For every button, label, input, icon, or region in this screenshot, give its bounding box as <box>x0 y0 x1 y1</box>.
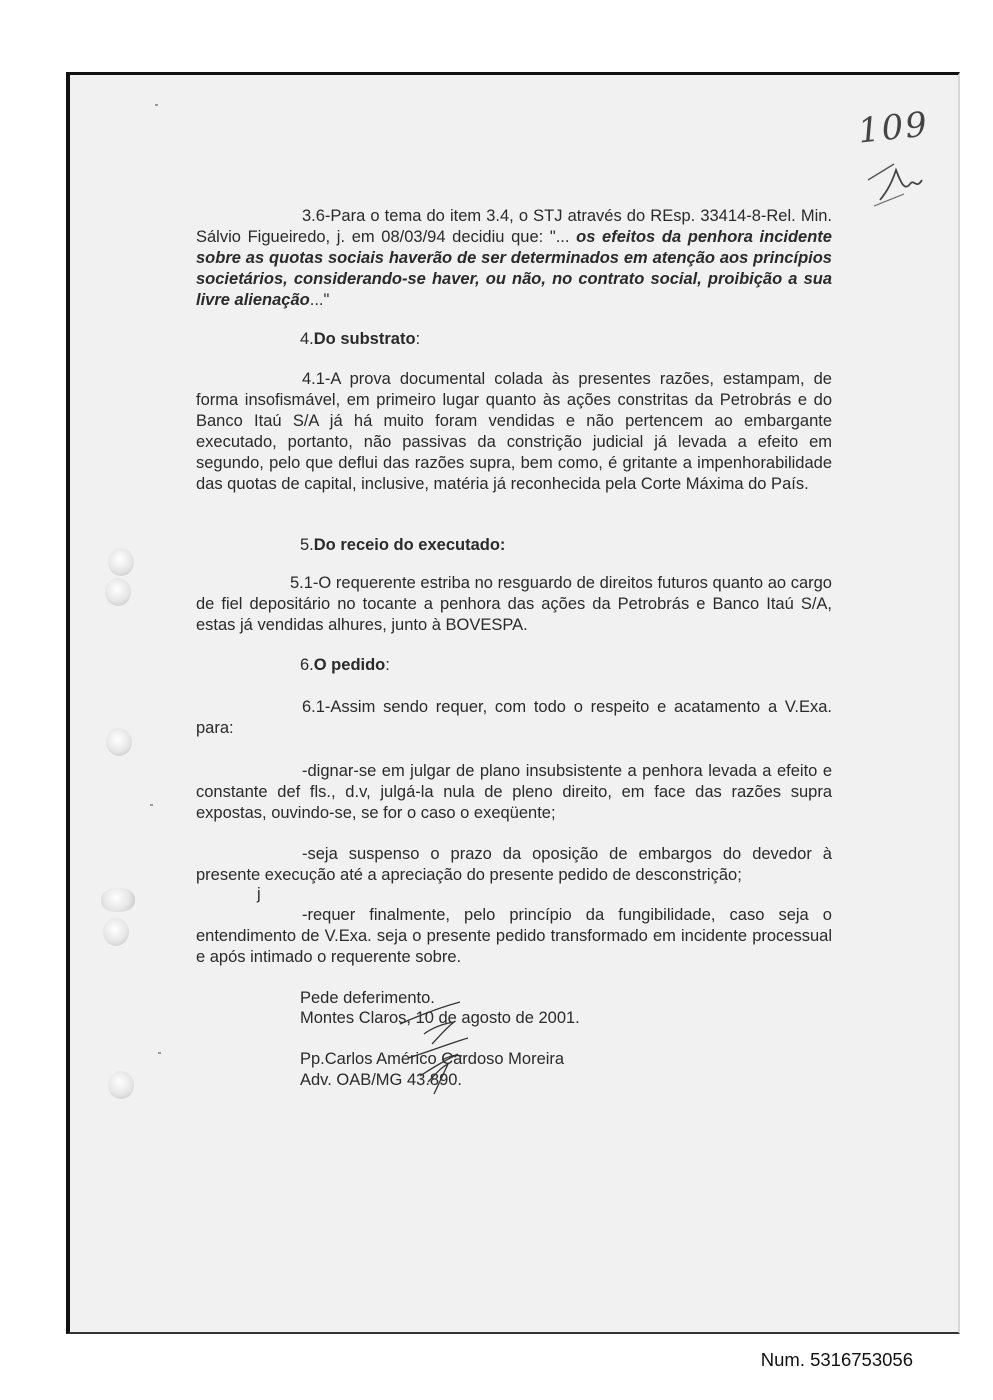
closing-request: Pede deferimento. <box>300 989 435 1007</box>
scan-speck <box>158 1052 161 1054</box>
section-6-heading: 6.O pedido: <box>300 656 390 674</box>
initials-mark-icon <box>864 140 934 210</box>
paragraph-4-1: 4.1-A prova documental colada às presentes razões, estampam, de forma insofismável, em primeiro lugar quanto às ações constritas da Petrobrás e do Banco Itaú S/A já há muito foram vendidas e não pertencem ao embargante executado, portanto, não passivas da constrição judicial já levada a efeito em segundo, pelo que deflui das razões supra, bem como, é gritante a impenhorabilidade das quotas de capital, inclusive, matéria já reconhecida pela Corte Máxima do País. <box>196 370 832 493</box>
punch-hole <box>108 1071 134 1099</box>
paragraph-6-1: 6.1-Assim sendo requer, com todo o respeito e acatamento a V.Exa. para: <box>196 698 832 737</box>
paragraph-3-6 <box>196 206 832 311</box>
punch-hole <box>101 888 135 912</box>
request-item-1: -dignar-se em julgar de plano insubsistente a penhora levada a efeito e constante def fls., d.v, julgá-la nula de pleno direito, em face das razões supra expostas, ouvindo-se, se for o caso o exeqüente; <box>196 762 832 822</box>
punch-hole <box>103 918 129 946</box>
closing-signer: Pp.Carlos Américo Cardoso Moreira <box>300 1050 565 1068</box>
handwritten-page-number: 109 <box>856 104 931 152</box>
paragraph-3-6-intro: 3.6-Para o tema do item 3.4, o STJ através do REsp. 33414-8-Rel. Min. Sálvio Figueiredo, j. em 08/03/94 decidiu que: "... <box>196 207 832 246</box>
signature-icon <box>398 998 488 1108</box>
closing-place-date: Montes Claros, 10 de agosto de 2001. <box>300 1009 580 1027</box>
punch-hole <box>106 728 132 756</box>
scan-speck <box>155 104 158 106</box>
paragraph-3-6-closing: ..." <box>309 291 330 309</box>
section-5-heading: 5.Do receio do executado: <box>300 536 506 554</box>
document-number: Num. 5316753056 <box>760 1349 913 1370</box>
request-item-3: -requer finalmente, pelo princípio da fungibilidade, caso seja o entendimento de V.Exa. seja o presente pedido transformado em incidente processual e após intimado o requerente sobre. <box>196 906 832 966</box>
stray-mark: j <box>257 885 261 903</box>
paragraph-5-1: 5.1-O requerente estriba no resguardo de direitos futuros quanto ao cargo de fiel depositário no tocante a penhora das ações da Petrobrás e Banco Itaú S/A, estas já vendidas alhures, junto à BOVESPA. <box>196 574 832 634</box>
punch-hole <box>105 578 131 606</box>
request-item-2: -seja suspenso o prazo da oposição de embargos do devedor à presente execução até a apreciação do presente pedido de desconstrição; <box>196 845 832 884</box>
scan-speck <box>150 804 153 806</box>
section-4-heading: 4.Do substrato: <box>300 330 421 348</box>
punch-hole <box>108 548 134 576</box>
paragraph-3-6-quote: os efeitos da penhora incidente sobre as quotas sociais haverão de ser determinados em atenção aos princípios societários, considerando-se haver, ou não, no contrato social, proibição a sua livre alienação <box>196 228 832 309</box>
closing-registration: Adv. OAB/MG 43.890. <box>300 1071 463 1089</box>
